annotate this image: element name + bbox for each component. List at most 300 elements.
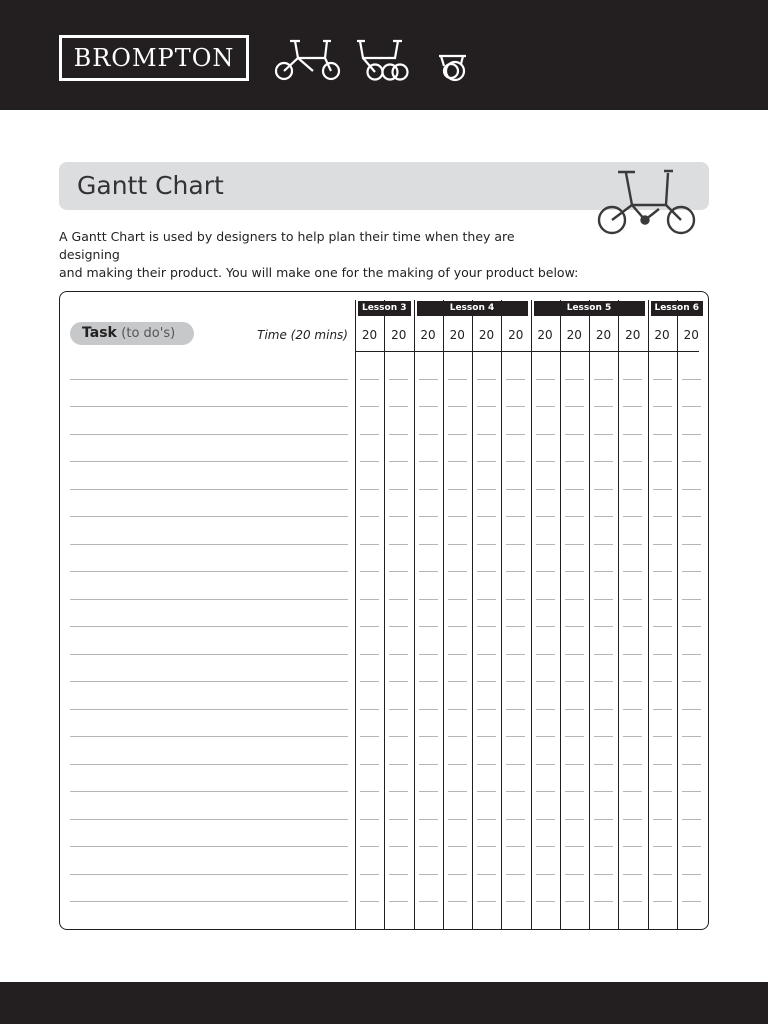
time-slot-cell[interactable] bbox=[448, 544, 467, 545]
time-slot-cell[interactable] bbox=[536, 709, 555, 710]
time-slot-cell[interactable] bbox=[419, 599, 438, 600]
time-slot-cell[interactable] bbox=[653, 819, 672, 820]
time-slot-cell[interactable] bbox=[360, 874, 379, 875]
time-slot-cell[interactable] bbox=[682, 791, 701, 792]
time-slot-cell[interactable] bbox=[360, 736, 379, 737]
task-row-line[interactable] bbox=[70, 434, 348, 435]
time-slot-cell[interactable] bbox=[682, 434, 701, 435]
time-slot-cell[interactable] bbox=[565, 379, 584, 380]
lesson-header: Lesson 4 bbox=[417, 301, 528, 316]
time-slot-cell[interactable] bbox=[360, 599, 379, 600]
task-row-line[interactable] bbox=[70, 571, 348, 572]
time-slot-cell[interactable] bbox=[360, 654, 379, 655]
time-slot-cell[interactable] bbox=[565, 571, 584, 572]
time-slot-cell[interactable] bbox=[477, 681, 496, 682]
time-slot-cell[interactable] bbox=[477, 846, 496, 847]
time-slot-cell[interactable] bbox=[477, 544, 496, 545]
task-row-line[interactable] bbox=[70, 874, 348, 875]
column-divider bbox=[677, 300, 678, 930]
task-row-line[interactable] bbox=[70, 654, 348, 655]
task-row-line[interactable] bbox=[70, 901, 348, 902]
task-row-line[interactable] bbox=[70, 461, 348, 462]
time-slot-cell[interactable] bbox=[653, 901, 672, 902]
time-slot-cell[interactable] bbox=[477, 571, 496, 572]
time-slot-cell[interactable] bbox=[565, 874, 584, 875]
gantt-table bbox=[59, 291, 709, 930]
time-slot-cell[interactable] bbox=[506, 819, 525, 820]
time-slot-cell[interactable] bbox=[594, 901, 613, 902]
time-slot-cell[interactable] bbox=[594, 681, 613, 682]
time-slot-cell[interactable] bbox=[594, 846, 613, 847]
time-slot-cell[interactable] bbox=[623, 489, 642, 490]
time-slot-cell[interactable] bbox=[682, 406, 701, 407]
time-slot-cell[interactable] bbox=[448, 901, 467, 902]
time-slot-cell[interactable] bbox=[419, 901, 438, 902]
time-slot-cell[interactable] bbox=[653, 461, 672, 462]
column-divider bbox=[589, 300, 590, 930]
time-slot-cell[interactable] bbox=[506, 516, 525, 517]
time-slot-cell[interactable] bbox=[448, 654, 467, 655]
time-slot-cell[interactable] bbox=[389, 901, 408, 902]
time-slot-cell[interactable] bbox=[389, 874, 408, 875]
time-slot-cell[interactable] bbox=[682, 599, 701, 600]
time-slot-cell[interactable] bbox=[419, 819, 438, 820]
intro-line-2: and making their product. You will make one for the making of your product below: bbox=[59, 265, 579, 280]
task-row-line[interactable] bbox=[70, 736, 348, 737]
time-slot-cell[interactable] bbox=[419, 846, 438, 847]
time-slot-cell[interactable] bbox=[536, 901, 555, 902]
time-slot-cell[interactable] bbox=[506, 544, 525, 545]
time-slot-cell[interactable] bbox=[448, 736, 467, 737]
time-slot-cell[interactable] bbox=[360, 379, 379, 380]
time-slot-cell[interactable] bbox=[653, 764, 672, 765]
time-slot-cell[interactable] bbox=[536, 599, 555, 600]
time-slot-cell[interactable] bbox=[419, 654, 438, 655]
time-slot-cell[interactable] bbox=[623, 434, 642, 435]
time-slot-cell[interactable] bbox=[448, 406, 467, 407]
column-divider bbox=[355, 300, 356, 930]
time-slot-cell[interactable] bbox=[389, 736, 408, 737]
time-slot-cell[interactable] bbox=[389, 461, 408, 462]
time-slot-cell[interactable] bbox=[360, 461, 379, 462]
time-slot-cell[interactable] bbox=[360, 819, 379, 820]
time-slot-cell[interactable] bbox=[419, 681, 438, 682]
time-slot-cell[interactable] bbox=[594, 544, 613, 545]
time-slot-cell[interactable] bbox=[419, 516, 438, 517]
time-slot-cell[interactable] bbox=[623, 544, 642, 545]
time-slot-cell[interactable] bbox=[682, 764, 701, 765]
time-slot-cell[interactable] bbox=[389, 709, 408, 710]
brand-logo: BROMPTON bbox=[59, 35, 249, 81]
time-slot-cell[interactable] bbox=[565, 626, 584, 627]
time-slot-cell[interactable] bbox=[653, 846, 672, 847]
time-slot-cell[interactable] bbox=[477, 626, 496, 627]
time-slot-cell[interactable] bbox=[360, 846, 379, 847]
time-slot-cell[interactable] bbox=[565, 406, 584, 407]
time-slot-cell[interactable] bbox=[565, 736, 584, 737]
time-slot-cell[interactable] bbox=[623, 406, 642, 407]
time-slot-cell[interactable] bbox=[506, 654, 525, 655]
time-slot-cell[interactable] bbox=[536, 489, 555, 490]
time-slot-header: 20 bbox=[566, 328, 582, 342]
time-slot-cell[interactable] bbox=[536, 764, 555, 765]
time-slot-cell[interactable] bbox=[565, 764, 584, 765]
time-slot-cell[interactable] bbox=[419, 874, 438, 875]
time-slot-header: 20 bbox=[625, 328, 641, 342]
time-slot-cell[interactable] bbox=[594, 489, 613, 490]
time-slot-cell[interactable] bbox=[623, 461, 642, 462]
task-header-pill bbox=[70, 322, 194, 345]
time-slot-header: 20 bbox=[361, 328, 378, 342]
time-slot-cell[interactable] bbox=[623, 516, 642, 517]
time-slot-cell[interactable] bbox=[594, 819, 613, 820]
time-slot-cell[interactable] bbox=[360, 516, 379, 517]
time-slot-cell[interactable] bbox=[506, 681, 525, 682]
time-slot-cell[interactable] bbox=[360, 544, 379, 545]
time-slot-cell[interactable] bbox=[653, 489, 672, 490]
intro-line-1: A Gantt Chart is used by designers to help plan their time when they are designing bbox=[59, 229, 515, 262]
time-slot-cell[interactable] bbox=[536, 874, 555, 875]
time-slot-cell[interactable] bbox=[360, 406, 379, 407]
time-slot-cell[interactable] bbox=[448, 764, 467, 765]
time-slot-header: 20 bbox=[654, 328, 670, 342]
time-slot-cell[interactable] bbox=[389, 516, 408, 517]
task-row-line[interactable] bbox=[70, 516, 348, 517]
time-slot-cell[interactable] bbox=[389, 681, 408, 682]
time-slot-cell[interactable] bbox=[536, 819, 555, 820]
time-slot-cell[interactable] bbox=[682, 681, 701, 682]
time-slot-cell[interactable] bbox=[506, 406, 525, 407]
time-slot-cell[interactable] bbox=[594, 434, 613, 435]
time-label: Time (20 mins) bbox=[257, 328, 348, 342]
bike-folded-icon bbox=[436, 52, 470, 82]
time-slot-cell[interactable] bbox=[623, 599, 642, 600]
time-slot-cell[interactable] bbox=[477, 901, 496, 902]
time-slot-cell[interactable] bbox=[389, 764, 408, 765]
task-row-line[interactable] bbox=[70, 846, 348, 847]
time-slot-cell[interactable] bbox=[536, 846, 555, 847]
time-slot-cell[interactable] bbox=[536, 736, 555, 737]
time-slot-cell[interactable] bbox=[594, 626, 613, 627]
time-slot-cell[interactable] bbox=[419, 379, 438, 380]
time-slot-cell[interactable] bbox=[448, 819, 467, 820]
time-slot-cell[interactable] bbox=[448, 874, 467, 875]
time-slot-cell[interactable] bbox=[360, 571, 379, 572]
intro-text bbox=[59, 228, 579, 282]
time-slot-cell[interactable] bbox=[389, 489, 408, 490]
time-slot-cell[interactable] bbox=[477, 709, 496, 710]
time-slot-cell[interactable] bbox=[506, 764, 525, 765]
time-slot-cell[interactable] bbox=[653, 516, 672, 517]
lesson-header: Lesson 6 bbox=[651, 301, 704, 316]
time-slot-cell[interactable] bbox=[360, 764, 379, 765]
time-slot-cell[interactable] bbox=[594, 791, 613, 792]
time-slot-header: 20 bbox=[478, 328, 495, 342]
time-slot-cell[interactable] bbox=[623, 626, 642, 627]
time-slot-cell[interactable] bbox=[477, 764, 496, 765]
time-slot-cell[interactable] bbox=[419, 406, 438, 407]
time-slot-cell[interactable] bbox=[360, 434, 379, 435]
time-slot-cell[interactable] bbox=[565, 599, 584, 600]
column-divider bbox=[648, 300, 649, 930]
time-slot-cell[interactable] bbox=[653, 599, 672, 600]
time-slot-cell[interactable] bbox=[419, 764, 438, 765]
time-slot-cell[interactable] bbox=[565, 819, 584, 820]
time-slot-cell[interactable] bbox=[477, 406, 496, 407]
time-slot-cell[interactable] bbox=[682, 874, 701, 875]
time-slot-cell[interactable] bbox=[477, 599, 496, 600]
time-slot-cell[interactable] bbox=[360, 681, 379, 682]
time-slot-cell[interactable] bbox=[653, 874, 672, 875]
time-slot-cell[interactable] bbox=[506, 461, 525, 462]
time-slot-cell[interactable] bbox=[653, 544, 672, 545]
time-slot-cell[interactable] bbox=[360, 626, 379, 627]
time-slot-cell[interactable] bbox=[448, 461, 467, 462]
time-slot-cell[interactable] bbox=[623, 736, 642, 737]
column-divider bbox=[414, 300, 415, 930]
time-slot-cell[interactable] bbox=[594, 571, 613, 572]
time-slot-cell[interactable] bbox=[594, 379, 613, 380]
task-row-line[interactable] bbox=[70, 489, 348, 490]
time-slot-header: 20 bbox=[420, 328, 436, 342]
time-slot-cell[interactable] bbox=[682, 516, 701, 517]
time-slot-cell[interactable] bbox=[360, 901, 379, 902]
task-row-line[interactable] bbox=[70, 626, 348, 627]
time-slot-cell[interactable] bbox=[419, 626, 438, 627]
time-slot-cell[interactable] bbox=[653, 736, 672, 737]
time-slot-cell[interactable] bbox=[448, 434, 467, 435]
time-slot-cell[interactable] bbox=[477, 736, 496, 737]
time-slot-cell[interactable] bbox=[653, 709, 672, 710]
time-slot-cell[interactable] bbox=[536, 626, 555, 627]
time-slot-cell[interactable] bbox=[594, 874, 613, 875]
time-slot-cell[interactable] bbox=[389, 599, 408, 600]
time-slot-cell[interactable] bbox=[623, 874, 642, 875]
task-row-line[interactable] bbox=[70, 764, 348, 765]
footer-band bbox=[0, 982, 768, 1024]
time-slot-cell[interactable] bbox=[623, 819, 642, 820]
time-slot-cell[interactable] bbox=[448, 599, 467, 600]
time-slot-cell[interactable] bbox=[448, 709, 467, 710]
time-slot-cell[interactable] bbox=[389, 791, 408, 792]
time-slot-cell[interactable] bbox=[389, 571, 408, 572]
time-slot-cell[interactable] bbox=[389, 434, 408, 435]
time-slot-cell[interactable] bbox=[419, 434, 438, 435]
time-slot-header: 20 bbox=[537, 328, 553, 342]
time-slot-cell[interactable] bbox=[536, 681, 555, 682]
time-slot-cell[interactable] bbox=[419, 571, 438, 572]
time-slot-cell[interactable] bbox=[506, 626, 525, 627]
time-slot-cell[interactable] bbox=[653, 406, 672, 407]
task-row-line[interactable] bbox=[70, 709, 348, 710]
time-slot-cell[interactable] bbox=[389, 626, 408, 627]
time-slot-cell[interactable] bbox=[565, 791, 584, 792]
time-slot-cell[interactable] bbox=[448, 571, 467, 572]
task-row-line[interactable] bbox=[70, 681, 348, 682]
time-slot-cell[interactable] bbox=[536, 544, 555, 545]
time-slot-cell[interactable] bbox=[565, 846, 584, 847]
task-row-line[interactable] bbox=[70, 406, 348, 407]
time-slot-cell[interactable] bbox=[682, 489, 701, 490]
time-slot-cell[interactable] bbox=[682, 379, 701, 380]
time-slot-cell[interactable] bbox=[623, 654, 642, 655]
time-slot-cell[interactable] bbox=[448, 626, 467, 627]
column-divider bbox=[531, 300, 532, 930]
time-slot-header: 20 bbox=[449, 328, 465, 342]
time-slot-cell[interactable] bbox=[565, 681, 584, 682]
time-slot-cell[interactable] bbox=[653, 571, 672, 572]
time-slot-cell[interactable] bbox=[682, 901, 701, 902]
time-slot-cell[interactable] bbox=[506, 791, 525, 792]
time-slot-cell[interactable] bbox=[448, 516, 467, 517]
time-slot-cell[interactable] bbox=[594, 406, 613, 407]
time-slot-cell[interactable] bbox=[389, 544, 408, 545]
time-slot-cell[interactable] bbox=[653, 681, 672, 682]
time-slot-cell[interactable] bbox=[682, 709, 701, 710]
time-slot-cell[interactable] bbox=[419, 736, 438, 737]
time-slot-cell[interactable] bbox=[565, 434, 584, 435]
time-slot-cell[interactable] bbox=[594, 736, 613, 737]
time-slot-cell[interactable] bbox=[477, 489, 496, 490]
time-slot-cell[interactable] bbox=[682, 736, 701, 737]
time-slot-cell[interactable] bbox=[565, 709, 584, 710]
time-slot-cell[interactable] bbox=[565, 489, 584, 490]
time-slot-cell[interactable] bbox=[477, 819, 496, 820]
task-row-line[interactable] bbox=[70, 544, 348, 545]
time-slot-cell[interactable] bbox=[653, 626, 672, 627]
time-slot-cell[interactable] bbox=[565, 544, 584, 545]
time-slot-cell[interactable] bbox=[506, 434, 525, 435]
time-slot-cell[interactable] bbox=[682, 654, 701, 655]
time-slot-cell[interactable] bbox=[389, 379, 408, 380]
time-slot-cell[interactable] bbox=[565, 654, 584, 655]
time-slot-cell[interactable] bbox=[623, 846, 642, 847]
time-slot-cell[interactable] bbox=[419, 544, 438, 545]
time-slot-cell[interactable] bbox=[536, 379, 555, 380]
time-slot-cell[interactable] bbox=[477, 461, 496, 462]
time-slot-cell[interactable] bbox=[506, 846, 525, 847]
time-slot-cell[interactable] bbox=[506, 489, 525, 490]
time-slot-header: 20 bbox=[595, 328, 612, 342]
column-divider bbox=[472, 300, 473, 930]
time-slot-cell[interactable] bbox=[389, 406, 408, 407]
time-slot-cell[interactable] bbox=[419, 791, 438, 792]
time-slot-cell[interactable] bbox=[594, 764, 613, 765]
time-slot-cell[interactable] bbox=[623, 571, 642, 572]
time-slot-cell[interactable] bbox=[536, 406, 555, 407]
task-row-line[interactable] bbox=[70, 791, 348, 792]
time-slot-cell[interactable] bbox=[506, 901, 525, 902]
time-slot-cell[interactable] bbox=[536, 434, 555, 435]
task-row-line[interactable] bbox=[70, 599, 348, 600]
time-slot-cell[interactable] bbox=[536, 461, 555, 462]
time-slot-cell[interactable] bbox=[565, 461, 584, 462]
header-band bbox=[0, 0, 768, 110]
time-slot-cell[interactable] bbox=[536, 516, 555, 517]
time-slot-cell[interactable] bbox=[360, 489, 379, 490]
time-slot-cell[interactable] bbox=[448, 489, 467, 490]
time-slot-cell[interactable] bbox=[682, 846, 701, 847]
time-slot-cell[interactable] bbox=[623, 379, 642, 380]
time-slot-cell[interactable] bbox=[506, 709, 525, 710]
time-slot-cell[interactable] bbox=[360, 709, 379, 710]
time-slot-cell[interactable] bbox=[419, 461, 438, 462]
time-slot-cell[interactable] bbox=[360, 791, 379, 792]
time-slot-cell[interactable] bbox=[682, 544, 701, 545]
time-slot-cell[interactable] bbox=[389, 846, 408, 847]
time-slot-cell[interactable] bbox=[477, 874, 496, 875]
time-slot-cell[interactable] bbox=[623, 764, 642, 765]
time-slot-cell[interactable] bbox=[506, 874, 525, 875]
column-divider bbox=[443, 300, 444, 930]
time-slot-cell[interactable] bbox=[477, 654, 496, 655]
time-slot-cell[interactable] bbox=[536, 654, 555, 655]
time-slot-cell[interactable] bbox=[477, 379, 496, 380]
time-slot-cell[interactable] bbox=[477, 434, 496, 435]
column-divider bbox=[560, 300, 561, 930]
time-slot-cell[interactable] bbox=[682, 626, 701, 627]
time-slot-cell[interactable] bbox=[477, 516, 496, 517]
time-slot-cell[interactable] bbox=[653, 791, 672, 792]
time-slot-cell[interactable] bbox=[536, 791, 555, 792]
time-slot-cell[interactable] bbox=[623, 791, 642, 792]
time-slot-cell[interactable] bbox=[682, 571, 701, 572]
time-slot-cell[interactable] bbox=[594, 516, 613, 517]
task-row-line[interactable] bbox=[70, 379, 348, 380]
time-slot-cell[interactable] bbox=[536, 571, 555, 572]
time-slot-cell[interactable] bbox=[448, 791, 467, 792]
time-slot-cell[interactable] bbox=[477, 791, 496, 792]
time-slot-cell[interactable] bbox=[623, 681, 642, 682]
time-slot-cell[interactable] bbox=[419, 489, 438, 490]
time-slot-cell[interactable] bbox=[594, 599, 613, 600]
time-slot-cell[interactable] bbox=[448, 681, 467, 682]
time-slot-cell[interactable] bbox=[448, 379, 467, 380]
time-slot-cell[interactable] bbox=[506, 379, 525, 380]
time-slot-cell[interactable] bbox=[623, 901, 642, 902]
time-slot-cell[interactable] bbox=[682, 461, 701, 462]
time-slot-header: 20 bbox=[683, 328, 699, 342]
time-slot-cell[interactable] bbox=[594, 461, 613, 462]
bike-folding-icon bbox=[355, 38, 411, 82]
page-title: Gantt Chart bbox=[77, 171, 224, 200]
time-slot-cell[interactable] bbox=[448, 846, 467, 847]
time-slot-cell[interactable] bbox=[506, 599, 525, 600]
folding-bike-icon bbox=[595, 165, 697, 237]
task-row-line[interactable] bbox=[70, 819, 348, 820]
time-slot-cell[interactable] bbox=[506, 571, 525, 572]
time-slot-cell[interactable] bbox=[653, 654, 672, 655]
time-slot-cell[interactable] bbox=[565, 516, 584, 517]
column-divider bbox=[618, 300, 619, 930]
time-slot-cell[interactable] bbox=[594, 654, 613, 655]
lesson-header: Lesson 3 bbox=[358, 301, 411, 316]
time-slot-cell[interactable] bbox=[389, 819, 408, 820]
time-slot-cell[interactable] bbox=[565, 901, 584, 902]
time-slot-cell[interactable] bbox=[682, 819, 701, 820]
time-slot-cell[interactable] bbox=[653, 434, 672, 435]
task-label: Task bbox=[82, 325, 117, 341]
time-slot-cell[interactable] bbox=[623, 709, 642, 710]
time-slot-cell[interactable] bbox=[419, 709, 438, 710]
bike-unfolded-icon bbox=[273, 38, 343, 82]
time-slot-cell[interactable] bbox=[594, 709, 613, 710]
time-slot-cell[interactable] bbox=[653, 379, 672, 380]
time-slot-cell[interactable] bbox=[389, 654, 408, 655]
time-slot-header: 20 bbox=[508, 328, 524, 342]
time-slot-header: 20 bbox=[391, 328, 407, 342]
time-slot-cell[interactable] bbox=[506, 736, 525, 737]
